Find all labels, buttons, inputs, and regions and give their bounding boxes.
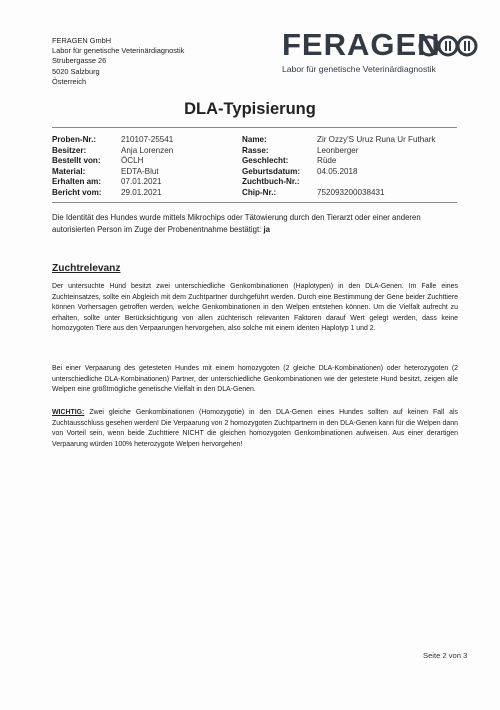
info-row xyxy=(242,146,435,157)
paragraph-haplotypes: Der untersuchte Hund besitzt zwei unterschiedliche Genkombinationen (Haplotypen) in den DLA-Genen. Im Falle eines Zuchteinsatzes, sollte ein Abgleich mit dem Zuchtpartner durchgeführt werden. Durch eine Bestimmung der Gene beider Zuchttiere können Vorhersagen getroffen werden, welche Genkombinationen in den Welpen entstehen können. Um die Vielfalt aufrecht zu erhalten, sollte unter Berücksichtigung von allen züchterisch relevanten Faktoren darauf Wert gelegt werden, dass keine homozygoten Tiere aus den Verpaarungen hervorgehen, also solche mit einem identen Haplotyp 1 und 2. xyxy=(52,283,458,333)
info-label: Rasse: xyxy=(242,145,269,155)
info-row xyxy=(242,188,435,199)
info-value: 07.01.2021 xyxy=(121,177,162,187)
info-label: Geburtsdatum: xyxy=(242,166,301,176)
info-value: ÖCLH xyxy=(121,156,144,166)
logo-tagline: Labor für genetische Veterinärdiagnostik xyxy=(282,64,436,74)
info-value: Anja Lorenzen xyxy=(121,145,174,155)
info-row xyxy=(242,177,435,188)
info-label: Zuchtbuch-Nr.: xyxy=(242,177,300,187)
identity-confirmation xyxy=(52,212,457,235)
info-value: 210107-25541 xyxy=(121,135,174,144)
top-divider xyxy=(52,127,457,128)
sender-address xyxy=(52,36,184,87)
paragraph-warning xyxy=(52,408,458,450)
info-value: 04.05.2018 xyxy=(317,166,358,176)
confirmation-answer: ja xyxy=(263,224,271,234)
info-label: Bestellt von: xyxy=(52,156,101,166)
info-row xyxy=(52,156,173,167)
info-value: 29.01.2021 xyxy=(121,187,162,197)
info-row xyxy=(52,146,173,157)
info-label: Besitzer: xyxy=(52,145,87,155)
info-row xyxy=(52,167,173,178)
info-row xyxy=(52,135,173,146)
info-label: Name: xyxy=(242,135,267,144)
confirmation-text: Die Identität des Hundes wurde mittels Mikrochips oder Tätowierung durch den Tierarzt oder einer anderen autorisierten Person im Zuge der Probenentnahme bestätigt: xyxy=(52,213,421,234)
logo-wordmark xyxy=(282,28,441,62)
info-label: Chip-Nr.: xyxy=(242,187,277,197)
info-row xyxy=(242,167,435,178)
sender-company: FERAGEN GmbH xyxy=(52,36,112,45)
info-label: Bericht vom: xyxy=(52,187,102,197)
info-label: Erhalten am: xyxy=(52,177,102,187)
page-number: Seite 2 von 3 xyxy=(423,651,468,660)
info-row xyxy=(242,156,435,167)
warning-text: Zwei gleiche Genkombinationen (Homozygotie) in den DLA-Genen eines Hundes sollten auf keinen Fall als Zuchtausschluss gesehen werden! Die Verpaarung von 2 homozygoten Zuchtpartnern in den DLA-Genen kann für die Welpen dann von Vorteil sein, wenn beide Zuchttiere NICHT die gleichen homozygoten Genkombinationen aufweisen. Aus einer derartigen Verpaarung würden 100% heterozygote Welpen hervorgehen! xyxy=(52,409,458,448)
sender-country: Österreich xyxy=(52,76,87,86)
info-row xyxy=(52,177,173,188)
dog-info xyxy=(242,135,435,199)
paragraph-mating: Bei einer Verpaarung des getesteten Hundes mit einem homozygoten (2 gleiche DLA-Kombinationen) oder heterozygoten (2 unterschiedliche DLA-Kombinationen) Partner, der unterschiedliche Genkombinationen wie der getestete Hund besitzt, zeigen alle Welpen eine größtmögliche genetische Vielfalt in den DLA-Genen. xyxy=(52,365,458,394)
feragen-logo xyxy=(282,28,482,84)
info-row xyxy=(52,188,173,199)
info-value: Zir Ozzy'S Uruz Runa Ur Futhark xyxy=(317,135,436,144)
sender-city: 5020 Salzburg xyxy=(52,66,100,76)
info-value: Rüde xyxy=(317,156,337,166)
info-label: Geschlecht: xyxy=(242,156,289,166)
logo-word-fera: FERA xyxy=(282,27,371,62)
logo-word-gen: GEN xyxy=(370,27,441,62)
sample-info xyxy=(52,135,173,199)
info-value: EDTA-Blut xyxy=(121,166,159,176)
info-label: Proben-Nr.: xyxy=(52,135,97,144)
info-row xyxy=(242,135,435,146)
info-divider xyxy=(52,202,457,203)
document-title: DLA-Typisierung xyxy=(184,100,316,118)
section-heading: Zuchtrelevanz xyxy=(52,263,121,274)
info-value: Leonberger xyxy=(317,145,359,155)
info-value: 752093200038431 xyxy=(317,187,385,197)
info-label: Material: xyxy=(52,166,86,176)
dna-rings-icon xyxy=(418,34,480,58)
sender-subtitle: Labor für genetische Veterinärdiagnostik xyxy=(52,46,185,56)
warning-label: WICHTIG: xyxy=(52,409,85,416)
sender-street: Strubergasse 26 xyxy=(52,56,107,66)
